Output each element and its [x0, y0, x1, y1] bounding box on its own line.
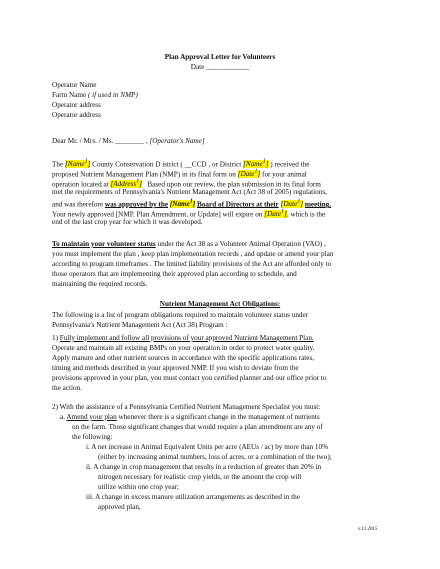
subitem-i: (either by increasing animal numbers, loss of acres, or a combination of the two);: [98, 453, 332, 461]
address-placeholder-text: [Address: [110, 180, 137, 189]
maintain-heading: To maintain your volunteer status: [52, 240, 156, 248]
salutation: [52, 137, 205, 146]
name-placeholder-3: [Name$^1$]: [169, 199, 196, 209]
salutation-prefix: Dear Mr. / Mrs. / Ms. ________ ,: [52, 137, 148, 145]
intro-text: ) received the: [270, 160, 310, 169]
intro-text: operation located at: [52, 180, 109, 189]
subitem-ii: nitrogen necessary for realistic crop yields, or the amount the crop will: [98, 473, 302, 481]
subitem-ii: ii. A change in crop management that results in a reduction of greater than 20% in: [86, 463, 322, 471]
intro-text: County Conservation D istrict ( __CCD , or District: [92, 160, 242, 169]
date-line: Date ____________: [190, 63, 250, 71]
intro-text: Your newly approved [NMP, Plan Amendment, or Update] will expire on: [52, 210, 263, 219]
board-text: Board of Directors at their: [197, 200, 279, 209]
intro-text: The: [52, 160, 64, 169]
date-placeholder-3: [Date$^1$]: [264, 209, 287, 219]
letter-title: Plan Approval Letter for Volunteers: [164, 53, 276, 61]
subitem-iii: approved plan,: [98, 503, 141, 511]
maintain-text: under the Act 38 as a Volunteer Animal Operation (VAO) ,: [157, 240, 326, 248]
item1-text: Apply manure and other nutrient sources in accordance with the specific applications rates,: [52, 354, 315, 362]
item1-heading: Fully implement and follow all provisions of your approved Nutrient Management Plan.: [59, 334, 314, 342]
intro-text: end of the last crop year for which it was developed.: [52, 218, 203, 226]
operator-address-2: Operator address: [52, 111, 101, 119]
farm-name-line: [52, 91, 138, 100]
obligation-item-2: 2) With the assistance of a Pennsylvania Certified Nutrient Management Specialist you must:: [52, 403, 321, 411]
operator-name-placeholder: [Operator's Name]: [149, 137, 205, 145]
item2a-text: on the farm. Those significant changes that would require a plan amendment are any of: [72, 423, 323, 431]
operator-name: Operator Name: [52, 81, 97, 89]
obligations-intro: The following is a list of program obligations required to maintain volunteer status under: [52, 311, 309, 319]
version-label: v.11.2015: [358, 527, 378, 532]
item-number: 1): [52, 334, 58, 342]
date-placeholder-1-text: [Date: [237, 170, 255, 179]
item1-text: the action.: [52, 384, 82, 392]
meeting-text: meeting.: [304, 200, 332, 209]
date-placeholder-1: [Date$^1$]: [237, 169, 261, 179]
obligations-intro: Pennsylvania's Nutrient Management Act (Act 38) Program :: [52, 321, 228, 329]
subitem-iii: iii. A change in excess manure utilization arrangements as described in the: [86, 493, 300, 501]
item2a-text: whenever there is a significant change in the management of nutrients: [118, 413, 320, 421]
address-placeholder: [Address$^1$]: [110, 179, 142, 189]
maintain-text: maintaining the required records.: [52, 280, 148, 288]
farm-name: Farm Name: [52, 91, 87, 99]
obligation-item-2a: [60, 413, 320, 422]
item2a-text: the following:: [72, 433, 113, 441]
subitem-i: i. A net increase in Animal Equivalent Units per acre (AEUs / ac) by more than 10%: [86, 443, 329, 451]
intro-text: for your animal: [262, 170, 307, 179]
approved-text: was approved by the: [104, 200, 169, 209]
intro-text: and was therefore: [52, 200, 104, 209]
name-placeholder-2: [Name$^1$]: [243, 159, 269, 169]
obligation-item-1: [52, 334, 314, 343]
operator-address-1: Operator address: [52, 101, 101, 109]
item1-text: provisions approved in your plan, you must contact you certified planner and our office prior to: [52, 374, 327, 382]
item-letter: a.: [60, 413, 65, 421]
item1-text: timing and methods described in your approved NMP. If you wish to deviate from the: [52, 364, 299, 372]
item1-text: Operate and maintain all existing BMPs on your operation in order to protect water quality.: [52, 344, 315, 352]
name-placeholder-2-text: [Name: [243, 160, 263, 169]
date-placeholder-2-text: [Date: [280, 200, 298, 209]
maintain-text: you must implement the plan , keep plan implementation records , and update or amend your plan: [52, 250, 334, 258]
subitem-ii: utilize within one crop year;: [98, 483, 180, 491]
farm-name-note: ( if used in NMP): [87, 91, 138, 99]
intro-text: proposed Nutrient Management Plan (NMP) in its final form on: [52, 170, 236, 179]
date-placeholder-3-text: [Date: [264, 210, 282, 219]
item2a-heading: Amend your plan: [66, 413, 117, 421]
maintain-text: those operators that are implementing their approved plan according to schedule, and: [52, 270, 297, 278]
name-placeholder-1-text: [Name: [64, 160, 85, 169]
maintain-text: according to program timeframes . The limited liability provisions of the Act are afforded only to: [52, 260, 332, 268]
intro-text: , which is the: [286, 210, 326, 219]
obligations-heading: Nutrient Management Act Obligations:: [159, 300, 281, 308]
name-placeholder-1: [Name$^1$]: [64, 159, 91, 169]
name-placeholder-3-text: [Name: [169, 200, 190, 209]
intro-text: Based upon our review, the plan submission in its final form: [147, 180, 321, 189]
date-placeholder-2: [Date$^1$]: [280, 199, 304, 209]
date-label: Date: [190, 63, 205, 71]
intro-text: met the requirements of Pennsylvania's Nutrient Management Act (Act 38 of 2005) regulations,: [52, 188, 327, 196]
